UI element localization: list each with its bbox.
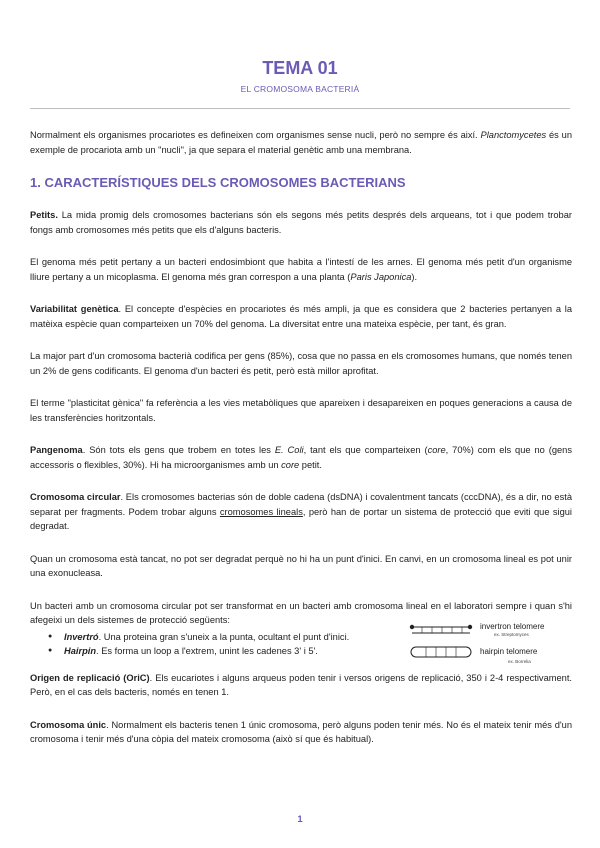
paragraph-origen: Origen de replicació (OriC). Els eucariotes i alguns arqueus poden tenir i versos origens de replicació, 350 i 2-4 respectivament. Però, en el cas dels bacteris, només en tenen 1. xyxy=(30,672,572,697)
term-circular: Cromosoma circular xyxy=(30,492,121,502)
title-divider xyxy=(30,108,570,109)
paragraph-major: La major part d'un cromosoma bacterià codifica per gens (85%), cosa que no passa en els cromosomes humans, que només tenen un 2% de gens codificants. El genoma d'un bacteri és petit, però està millor aprofitat. xyxy=(30,351,572,376)
paragraph-circular: Cromosoma circular. Els cromosomes bacterias són de doble cadena (dsDNA) i covalentment tancats (cccDNA), és a dir, no està separat per fragments. Podem trobar alguns cromosomes lineals, però han de portar un sistema de protecció que eviti que sigui degradat. xyxy=(30,492,573,531)
list-item-hairpin: ● Hairpin. Es forma un loop a l'extrem, unint les cadenes 3' i 5'. xyxy=(30,644,572,659)
invertron-example: ex. Streptomyces xyxy=(494,631,529,637)
hairpin-label: hairpin telomere xyxy=(480,646,538,656)
hairpin-telomere-drawing xyxy=(411,647,471,657)
intro-italic: Planctomycetes xyxy=(480,130,547,140)
paragraph-genoma: El genoma més petit pertany a un bacteri endosimbiont que habita a l'intestí de les arnes. El genoma més petit d'un organisme lliure pertany a un micoplasma. El genoma més gran correspon a una planta (Paris Japonica). xyxy=(30,257,572,282)
term-origen: Origen de replicació (OriC) xyxy=(30,672,150,683)
underlined-term: cromosomes lineals xyxy=(219,506,303,517)
hairpin-example: ex. Borrelia xyxy=(508,658,531,664)
term-unic: Cromosoma únic xyxy=(30,719,107,730)
paragraph-tancat: Quan un cromosoma està tancat, no pot ser degradat perquè no hi ha un punt d'inici. En canvi, en un cromosoma lineal es pot unir una exonucleasa. xyxy=(30,553,572,578)
list-item-invertro: ● Invertró. Una proteina gran s'uneix a la punta, ocultant el punt d'inici. xyxy=(30,630,572,645)
paragraph-plasticitat: El terme "plasticitat gènica" fa referència a les vies metabòliques que apareixen i desapareixen en poques generacions a causa de les transferències horitzontals. xyxy=(30,398,572,423)
paragraph-transformat: Un bacteri amb un cromosoma circular pot ser transformat en un bacteri amb cromosoma lineal en el laboratori sempre i quan s'hi afegeixi un dels sistemes de protecció següents: xyxy=(30,600,572,625)
paragraph-variabilitat: Variabilitat genètica. El concepte d'espècies en procariotes és més ampli, ja que es considera que 2 bacteries pertanyen a la matèixa espècie quan comparteixen un 70% del genoma. La diversitat entre una mateixa espècie, per tant, és gran. xyxy=(30,304,573,329)
invertron-telomere-drawing xyxy=(410,624,472,632)
term-petits: Petits. xyxy=(30,210,58,220)
protection-systems-block xyxy=(30,599,572,664)
main-content xyxy=(30,128,572,765)
term-pangenoma: Pangenoma xyxy=(30,445,83,455)
term-variabilitat: Variabilitat genètica xyxy=(30,304,119,314)
page-title: TEMA 01 xyxy=(262,58,338,78)
page-subtitle: EL CROMOSOMA BACTERIÀ xyxy=(240,84,360,94)
paragraph-petits: Petits. La mida promig dels cromosomes bacterians són els segons més petits després dels arqueans, tot i que podem trobar fongs amb cromosomes més petits que els d'alguns bacteris. xyxy=(30,210,572,235)
paragraph-pangenoma: Pangenoma. Són tots els gens que trobem en totes les E. Coli, tant els que comparteixen (core, 70%) com els que no (gens accessoris o flexibles, 30%). Hi ha microorganismes amb un core petit. xyxy=(30,445,572,470)
intro-paragraph: Normalment els organismes procariotes es defineixen com organismes sense nucli, però no sempre és així. Planctomycetes és un exemple de procariota amb un "nucli", ja que separa el material genètic amb una membrana. xyxy=(30,130,573,155)
paragraph-unic: Cromosoma únic. Normalment els bacteris tenen 1 únic cromosoma, però alguns poden tenir més. No és el mateix tenir més d'un cromosoma i tenir més d'una còpia del mateix cromosoma (això sí que és habitual). xyxy=(30,719,572,744)
section-heading: 1. CARACTERÍSTIQUES DELS CROMOSOMES BACTERIANS xyxy=(30,175,406,190)
telomere-diagram xyxy=(408,621,578,667)
invertron-label: invertron telomere xyxy=(480,621,545,631)
page-number: 1 xyxy=(297,814,303,825)
